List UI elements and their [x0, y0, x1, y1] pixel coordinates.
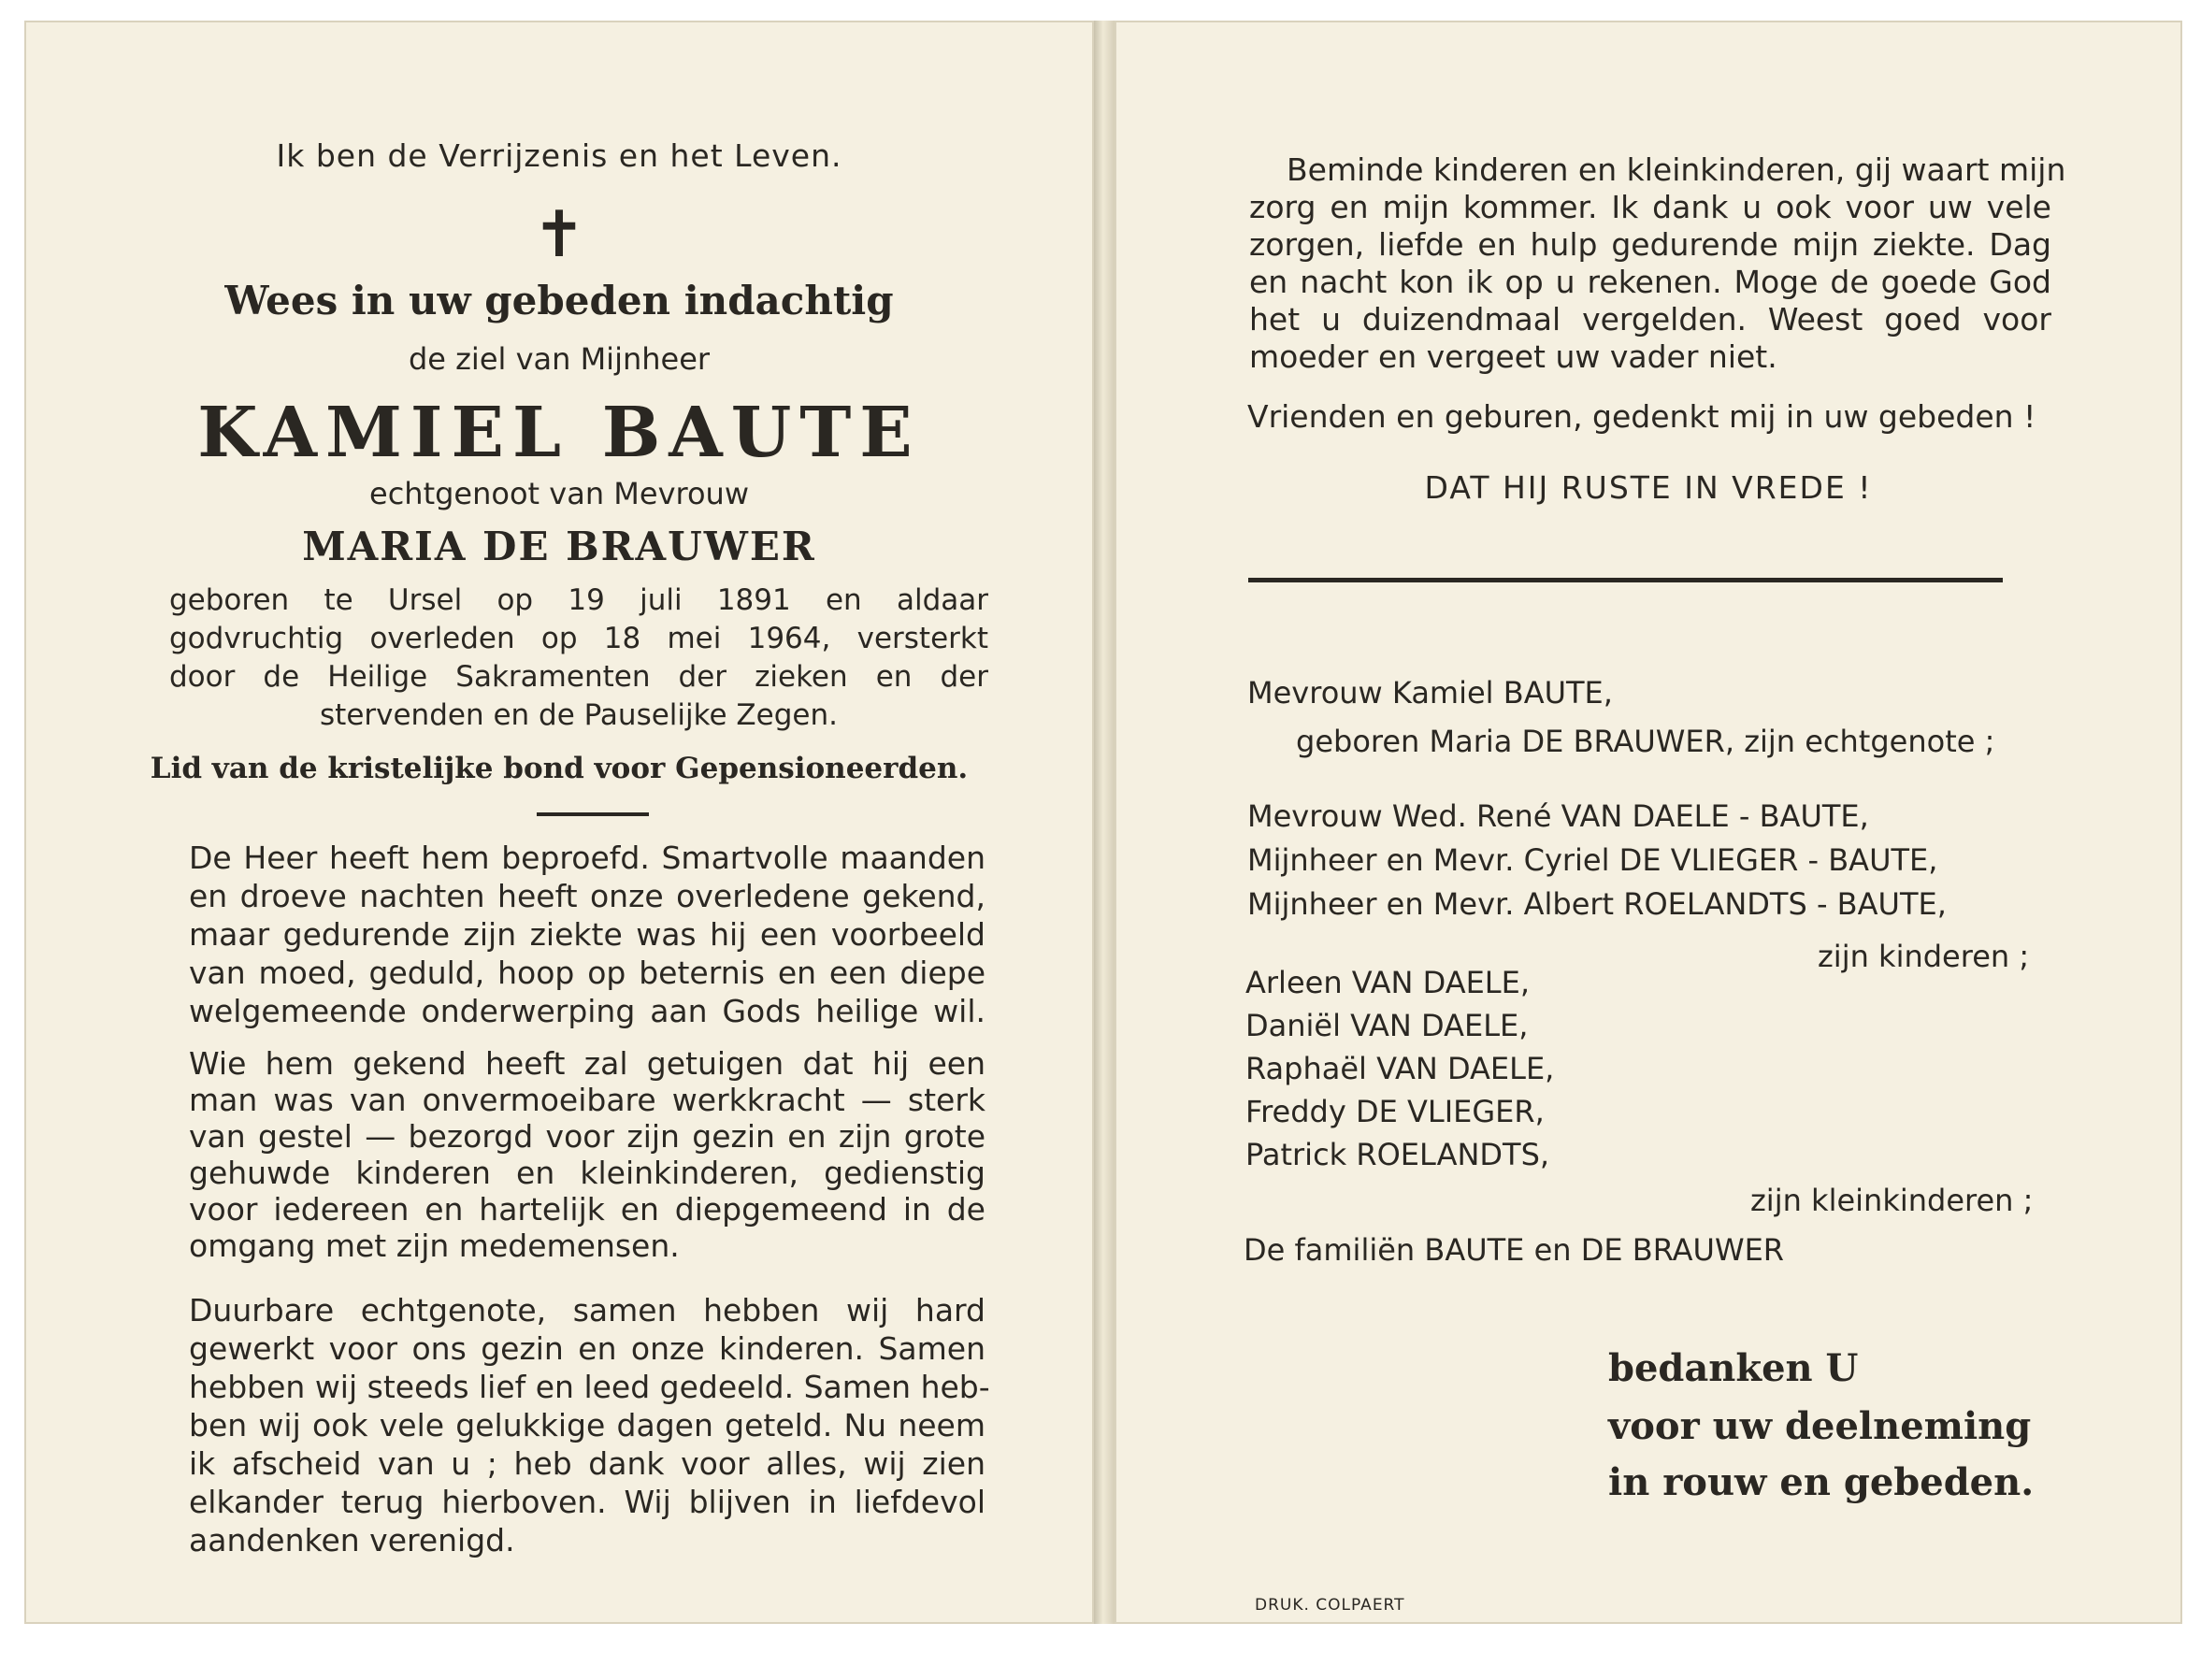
divider	[1248, 578, 2003, 582]
text-line: moeder en vergeet uw vader niet.	[1249, 338, 1777, 375]
deceased-name: KAMIEL BAUTE	[197, 393, 921, 473]
family-line: De familiën BAUTE en DE BRAUWER	[1244, 1232, 1785, 1268]
text-line: ben wij ook vele gelukkige dagen geteld. Nu neem	[189, 1407, 985, 1443]
spouse-name: MARIA DE BRAUWER	[302, 524, 816, 569]
paragraph-children	[1249, 151, 2066, 376]
spouse-intro: echtgenoot van Mevrouw	[369, 476, 749, 511]
left-page	[24, 21, 1094, 1624]
text-line: maar gedurende zijn ziekte was hij een voorbeeld	[189, 916, 985, 953]
friends-line: Vrienden en geburen, gedenkt mij in uw gebeden !	[1247, 398, 2036, 435]
family-line: Freddy DE VLIEGER,	[1245, 1094, 1545, 1129]
text-line: Beminde kinderen en kleinkinderen, gij waart mijn	[1287, 151, 2066, 188]
thanks-line: bedanken U	[1608, 1346, 1859, 1390]
text-line: en droeve nachten heeft onze overledene gekend,	[189, 878, 985, 914]
text-line: en nacht kon ik op u rekenen. Moge de goede God	[1249, 264, 2051, 300]
text-line: man was van onvermoeibare werkkracht — sterk	[189, 1082, 985, 1118]
cross-icon: ✝	[532, 198, 586, 272]
text-line: gewerkt voor ons gezin en onze kinderen. Samen	[189, 1330, 985, 1367]
family-line: Mijnheer en Mevr. Cyriel DE VLIEGER - BAUTE,	[1247, 842, 1938, 878]
paragraph-farewell	[189, 1291, 990, 1559]
family-line: geboren Maria DE BRAUWER, zijn echtgenote ;	[1296, 724, 1995, 759]
card-fold	[1094, 21, 1115, 1624]
prayer-heading: Wees in uw gebeden indachtig	[224, 278, 894, 323]
divider	[537, 812, 649, 816]
family-line: Mevrouw Kamiel BAUTE,	[1247, 675, 1613, 711]
text-line: zorg en mijn kommer. Ik dank u ook voor uw vele	[1249, 189, 2051, 225]
text-line: Wie hem gekend heeft zal getuigen dat hij een	[189, 1045, 985, 1082]
soul-of-line: de ziel van Mijnheer	[408, 341, 711, 377]
family-role: zijn kinderen ;	[1818, 939, 2030, 974]
scripture-verse: Ik ben de Verrijzenis en het Leven.	[276, 137, 842, 174]
family-line: Arleen VAN DAELE,	[1245, 965, 1531, 1000]
right-page	[1115, 21, 2182, 1624]
family-line: Mijnheer en Mevr. Albert ROELANDTS - BAUTE,	[1247, 886, 1947, 922]
family-line: Raphaël VAN DAELE,	[1245, 1051, 1555, 1086]
text-line: De Heer heeft hem beproefd. Smartvolle maanden	[189, 840, 985, 876]
text-line: ik afscheid van u ; heb dank voor alles, wij zien	[189, 1445, 985, 1482]
rest-in-peace: DAT HIJ RUSTE IN VREDE !	[1424, 469, 1873, 506]
text-line: omgang met zijn medemensen.	[189, 1228, 680, 1264]
text-line: Duurbare echtgenote, samen hebben wij hard	[189, 1292, 985, 1328]
text-line: van moed, geduld, hoop op beternis en een diepe	[189, 955, 985, 991]
bio-line: godvruchtig overleden op 18 mei 1964, versterkt	[169, 622, 988, 655]
bio-line: stervenden en de Pauselijke Zegen.	[320, 698, 838, 732]
thanks-line: voor uw deelneming	[1608, 1404, 2032, 1448]
text-line: welgemeende onderwerping aan Gods heilige wil.	[189, 993, 985, 1029]
text-line: elkander terug hierboven. Wij blijven in liefdevol	[189, 1484, 985, 1520]
bio-line: geboren te Ursel op 19 juli 1891 en aldaar	[169, 583, 988, 617]
text-line: voor iedereen en hartelijk en diepgemeend in de	[189, 1191, 985, 1228]
text-line: van gestel — bezorgd voor zijn gezin en zijn grote	[189, 1118, 985, 1155]
family-line: Daniël VAN DAELE,	[1245, 1008, 1529, 1043]
family-role: zijn kleinkinderen ;	[1750, 1183, 2034, 1218]
paragraph-suffering	[189, 839, 985, 1030]
text-line: hebben wij steeds lief en leed gedeeld. Samen heb-	[189, 1369, 990, 1405]
family-line: Patrick ROELANDTS,	[1245, 1137, 1550, 1172]
text-line: aandenken verenigd.	[189, 1522, 515, 1558]
paragraph-character	[189, 1045, 985, 1264]
family-line: Mevrouw Wed. René VAN DAELE - BAUTE,	[1247, 798, 1869, 834]
thanks-line: in rouw en gebeden.	[1608, 1460, 2035, 1504]
biography-block	[169, 582, 988, 735]
text-line: zorgen, liefde en hulp gedurende mijn ziekte. Dag	[1249, 226, 2051, 263]
bio-line: door de Heilige Sakramenten der zieken en der	[169, 660, 988, 694]
printer-credit: DRUK. COLPAERT	[1255, 1596, 1405, 1615]
text-line: gehuwde kinderen en kleinkinderen, gedienstig	[189, 1155, 985, 1191]
membership-line: Lid van de kristelijke bond voor Gepensioneerden.	[150, 752, 969, 785]
text-line: het u duizendmaal vergelden. Weest goed voor	[1249, 301, 2051, 337]
